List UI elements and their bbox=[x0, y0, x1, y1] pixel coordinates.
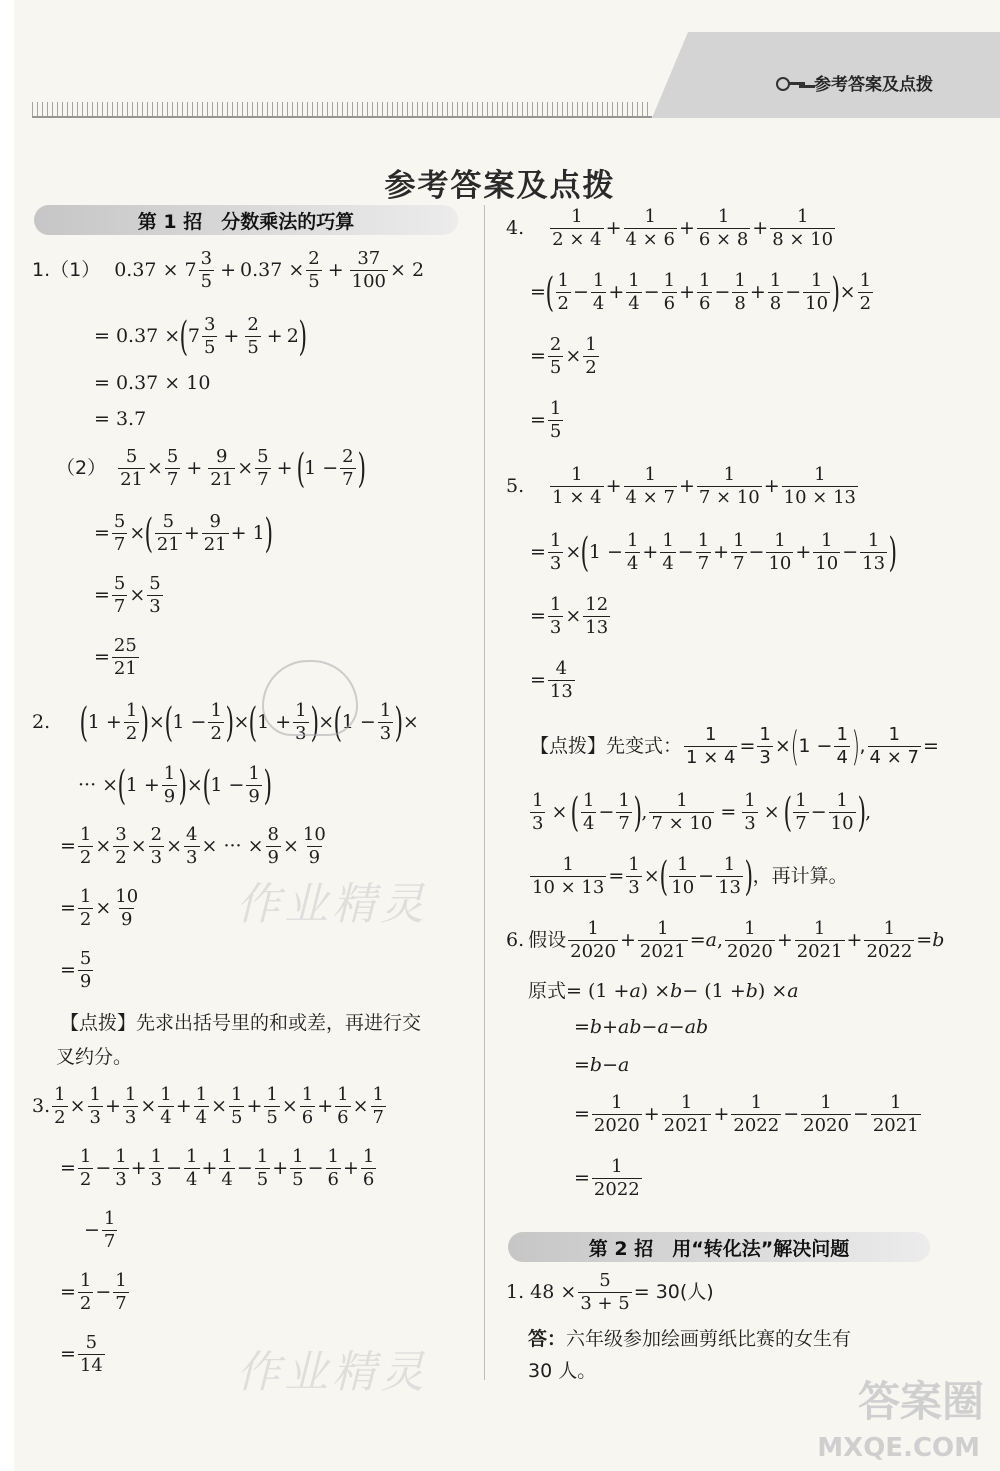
tip5-line3: 1 10 × 13 = 1 3 × ( 1 10 − 1 13 ) ，再计算。 bbox=[532, 853, 848, 900]
tip5-end: ，再计算。 bbox=[752, 865, 848, 887]
q1-line4: = 3.7 bbox=[94, 408, 147, 430]
s2-q1-line1: 1. 48 × $\frac{5}{3 + 5}$ = 30(人) bbox=[506, 1270, 714, 1314]
q5-line4: = 4 13 bbox=[530, 658, 573, 702]
q2-line1: 2. ( 1 + 1 2 ) × ( 1 − 1 2 ) × ( 1 + 1 3 ) × ( 1 − 1 3 ) × bbox=[32, 699, 419, 746]
q6-line1: 6. 假设 1 2020 + 1 2021 = a , 1 2020 + 1 2021 + 1 2022 = b bbox=[506, 918, 945, 962]
tip1-label: 【点拨】 bbox=[60, 1012, 137, 1034]
q4-label: 4. bbox=[506, 217, 525, 239]
q2-label: 2. bbox=[32, 711, 51, 733]
q2-line2: ··· × ( 1 + 1 9 ) × ( 1 − 1 9 ) bbox=[78, 762, 272, 809]
tip1-line1 bbox=[60, 1014, 421, 1033]
stamp-logo bbox=[262, 660, 358, 736]
q1b-line3: = 5 7 × 5 3 bbox=[94, 573, 161, 617]
q4-line3: = 2 5 × 1 2 bbox=[530, 334, 597, 378]
tip5-text: 先变式： bbox=[606, 735, 683, 757]
q6-line6: = 1 2022 bbox=[574, 1156, 640, 1200]
tip1-line2: 叉约分。 bbox=[56, 1046, 133, 1068]
q5-line3: = 1 3 × 12 13 bbox=[530, 594, 609, 638]
key-icon bbox=[776, 76, 806, 90]
section-2-bar: 第 2 招 用“转化法”解决问题 bbox=[508, 1232, 930, 1262]
q6-label: 6. bbox=[506, 929, 525, 951]
answer-label: 答： bbox=[528, 1328, 567, 1350]
q3-line4: = 1 2 − 1 7 bbox=[60, 1270, 127, 1314]
q1b-line4: = 25 21 bbox=[94, 635, 137, 679]
q4-line1: 4. 1 2 × 4 + 1 4 × 6 + 1 6 × 8 + 1 8 × 10 bbox=[506, 206, 834, 250]
s2-q1-label: 1. 48 × bbox=[506, 1281, 577, 1303]
column-divider bbox=[484, 205, 485, 1380]
corner-watermark: 答案圈 bbox=[857, 1377, 984, 1426]
q1b-line2: = 5 7 × ( 5 21 + 9 21 + 1 ) bbox=[94, 510, 273, 557]
q1-line3: = 0.37 × 10 bbox=[94, 372, 211, 394]
q3-label: 3. bbox=[32, 1095, 51, 1117]
q6-line4: = b − a bbox=[574, 1054, 630, 1076]
q3-line3: − 1 7 bbox=[84, 1208, 116, 1252]
q6-pre: 假设 bbox=[528, 929, 567, 951]
q2-line5: = 5 9 bbox=[60, 948, 92, 992]
q1-line1: 1.（1） 0.37 × 7 3 5 + 0.37 × $\frac{2}{5}$ + $\frac{37}{100}$ × 2 bbox=[32, 248, 425, 292]
q1-line2: = 0.37 × ( 7 3 5 + $\frac{2}{5}$ + 2 ) bbox=[94, 313, 307, 360]
q3-line5: = 5 14 bbox=[60, 1332, 103, 1376]
torn-edge bbox=[0, 0, 14, 1471]
tip5-line2: $\frac{1}{3}$ × ( 1 4 − 1 7 ) , $\frac{1}{7 \times 10}$ = $\frac{1}{3}$ × ( 1 7 − 1 10 ) , bbox=[532, 789, 872, 836]
q1b-line1: （2） 5 21 × 5 7 + $\frac{9}{21}$ × 5 7 + ( 1 − 2 7 ) bbox=[56, 445, 366, 492]
running-header bbox=[776, 70, 933, 95]
q5-line1: 5. 1 1 × 4 + 1 4 × 7 + 1 7 × 10 + 1 10 × 13 bbox=[506, 464, 857, 508]
answer-text: 六年级参加绘画剪纸比赛的女生有 bbox=[566, 1328, 852, 1350]
q6-orig: 原式 bbox=[528, 980, 567, 1002]
running-header-text: 参考答案及点拨 bbox=[814, 75, 933, 95]
q2-line4: = 1 2 × 10 9 bbox=[60, 886, 139, 930]
q5-line2: = 1 3 × ( 1 − 1 4 + 1 4 − 1 7 + 1 7 − 1 10 + 1 10 − 1 13 ) bbox=[530, 529, 898, 576]
tip5-label: 【点拨】 bbox=[530, 735, 607, 757]
watermark-2: 作业精灵 bbox=[236, 1347, 428, 1398]
q6-line5: = 1 2020 + 1 2021 + 1 2022 − 1 2020 − 1 2021 bbox=[574, 1092, 919, 1136]
q4-line2: = ( 1 2 − 1 4 + 1 4 − 1 6 + 1 6 − 1 8 + 1 8 − 1 10 ) × 1 2 bbox=[530, 269, 872, 316]
q3-line1: 3. 1 2 × 1 3 + 1 3 × 1 4 + 1 4 × 1 5 + 1 5 × 1 6 + 1 6 × 1 7 bbox=[32, 1084, 384, 1128]
tip1-text: 先求出括号里的和或差，再进行交 bbox=[136, 1012, 422, 1034]
q4-line4: = 1 5 bbox=[530, 398, 562, 442]
q6-line3: = b + ab − a − ab bbox=[574, 1016, 709, 1038]
q1-label: 1.（1） bbox=[32, 259, 101, 281]
q1b-label: （2） bbox=[56, 457, 107, 479]
tip5-line1: 【点拨】 先变式： 1 1 × 4 = 1 3 × ( 1 − 1 4 ) , 1 4 × 7 = bbox=[530, 723, 939, 770]
section-1-bar: 第 1 招 分数乘法的巧算 bbox=[34, 205, 458, 235]
ruler-decoration bbox=[32, 102, 652, 118]
q6-line2: 原式 = (1 + a ) × b − (1 + b ) × a bbox=[528, 980, 799, 1002]
page-title: 参考答案及点拨 bbox=[384, 168, 616, 204]
q5-label: 5. bbox=[506, 475, 525, 497]
corner-url: MXQE.COM bbox=[817, 1433, 980, 1463]
answer-line1 bbox=[528, 1330, 851, 1349]
q2-line3: = 1 2 × 3 2 × 2 3 × 4 3 × ··· × 8 9 × 10 9 bbox=[60, 824, 326, 868]
q3-line2: = 1 2 − 1 3 + 1 3 − 1 4 + 1 4 − 1 5 + 1 5 − 1 6 + 1 6 bbox=[60, 1146, 375, 1190]
watermark-1: 作业精灵 bbox=[236, 879, 428, 930]
answer-line2: 30 人。 bbox=[528, 1360, 597, 1382]
s2-q1-result: = 30(人) bbox=[633, 1281, 714, 1303]
